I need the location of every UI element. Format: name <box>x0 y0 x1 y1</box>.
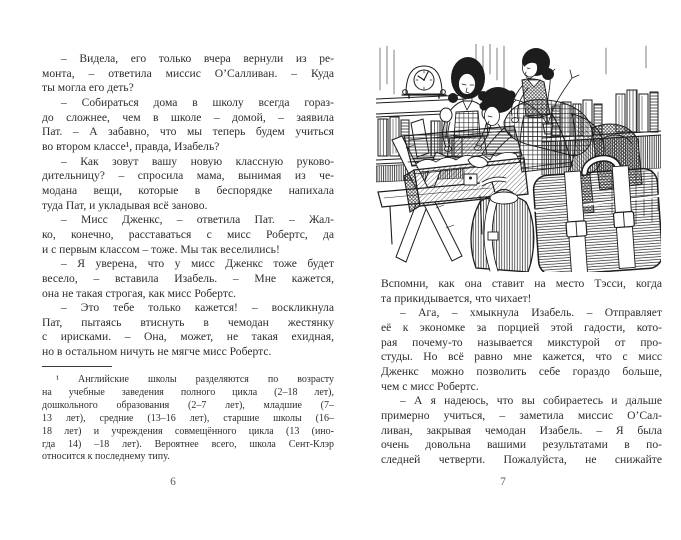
text-line: – А я надеюсь, что вы собираетесь и дальше <box>400 394 662 408</box>
text-line: во втором классе¹, правда, Изабель? <box>42 139 220 153</box>
text-line: рая почему-то называется микстурой от про- <box>381 335 662 349</box>
text-line: следней четверти. Пожалуйста, не снижайте <box>381 452 662 466</box>
text-line: с ирисками. – Она, может, не такая ехидная, <box>42 330 334 344</box>
text-line: на учебные заведения полного цикла (2–18 лет), <box>42 386 334 398</box>
text-line: но в остальном ничуть не мягче мисс Робертс. <box>42 345 272 359</box>
paragraph <box>42 301 334 360</box>
text-line: Пат. – А забавно, что мы теперь будем учиться <box>42 125 334 139</box>
paragraph <box>42 257 334 301</box>
text-line: студы. Но всё равно мне кажется, что с мисс <box>381 350 662 364</box>
text-line: ливан, закрывая чемодан Изабель. – Я была <box>381 423 662 437</box>
text-line: 18 лет) и учреждения совмещённого цикла (13 (ино- <box>42 425 334 437</box>
text-line: ты могла его деть? <box>42 81 134 95</box>
text-line: относится к последнему типу. <box>42 451 170 463</box>
paragraph <box>42 96 334 155</box>
text-line: Дженкс можно позволить себе гораздо больше, <box>381 364 662 378</box>
text-line: и с первым классом – тоже. Мы так веселились! <box>42 242 280 256</box>
text-line: ¹ Английские школы разделяются по возрасту <box>56 374 334 385</box>
text-line: ко, конечно, расставаться с мисс Робертс, да <box>42 227 334 241</box>
text-line: – Как зовут вашу новую классную руково- <box>61 154 334 168</box>
text-line: туда Пат, и укладывая всё заново. <box>42 198 208 212</box>
text-line: – Это тебе только кажется! – воскликнула <box>61 301 334 315</box>
text-line: очень довольна вашими результатами в по- <box>381 438 662 452</box>
left-page-text <box>42 52 334 360</box>
text-line: она не такая строгая, как мисс Робертс. <box>42 286 237 300</box>
text-line: та прикидывается, что чихает! <box>381 291 532 305</box>
text-line: до сложнее, чем в школе – домой, – заявила <box>42 110 334 124</box>
text-line: Вспомни, как она ставит на место Тэсси, когда <box>381 277 662 290</box>
paragraph <box>42 52 334 96</box>
text-line: монта, – ответила миссис О’Салливан. – Куда <box>42 66 334 80</box>
page-number-right: 7 <box>500 476 506 488</box>
text-line: дошкольного образования (2–7 лет), младшие (7– <box>42 399 334 411</box>
text-line: примерно учиться, – заметила миссис О’Сал- <box>381 408 662 422</box>
text-line: гда 14) –18 лет). Вероятнее всего, школа Сент-Клэр <box>42 438 334 450</box>
text-line: весело, – вставила Изабель. – Мне кажется, <box>42 271 334 285</box>
text-line: – Ага, – хмыкнула Изабель. – Отправляет <box>400 306 662 320</box>
text-line: – Видела, его только вчера вернули из ре- <box>61 52 334 65</box>
text-line: её к экономке за порцией этой гадости, кото- <box>381 320 662 334</box>
girls-packing-trunk-illustration <box>376 44 661 272</box>
left-page-footnote <box>42 374 334 464</box>
text-line: модана вещи, которые в беспорядке напихала <box>42 183 334 197</box>
paragraph <box>42 213 334 257</box>
paragraph <box>381 277 662 306</box>
text-line: чем с мисс Робертс. <box>381 379 479 393</box>
text-line: – Я уверена, что у мисс Дженкс тоже будет <box>61 257 334 271</box>
paragraph <box>381 394 662 467</box>
page-number-left: 6 <box>170 476 176 488</box>
text-line: – Собираться дома в школу всегда гораз- <box>61 95 334 109</box>
text-line: 13 лет), средние (13–16 лет), старшие школы (16– <box>42 412 334 424</box>
paragraph <box>42 374 334 464</box>
text-line: Пат, пытаясь втиснуть в чемодан жестянку <box>42 315 334 329</box>
text-line: дительницу? – спросила мама, вынимая из че- <box>42 169 334 183</box>
text-line: – Мисс Дженкс, – ответила Пат. – Жал- <box>61 213 334 227</box>
paragraph <box>42 155 334 214</box>
right-page-text <box>381 277 662 468</box>
paragraph <box>381 306 662 394</box>
footnote-separator <box>42 366 112 367</box>
